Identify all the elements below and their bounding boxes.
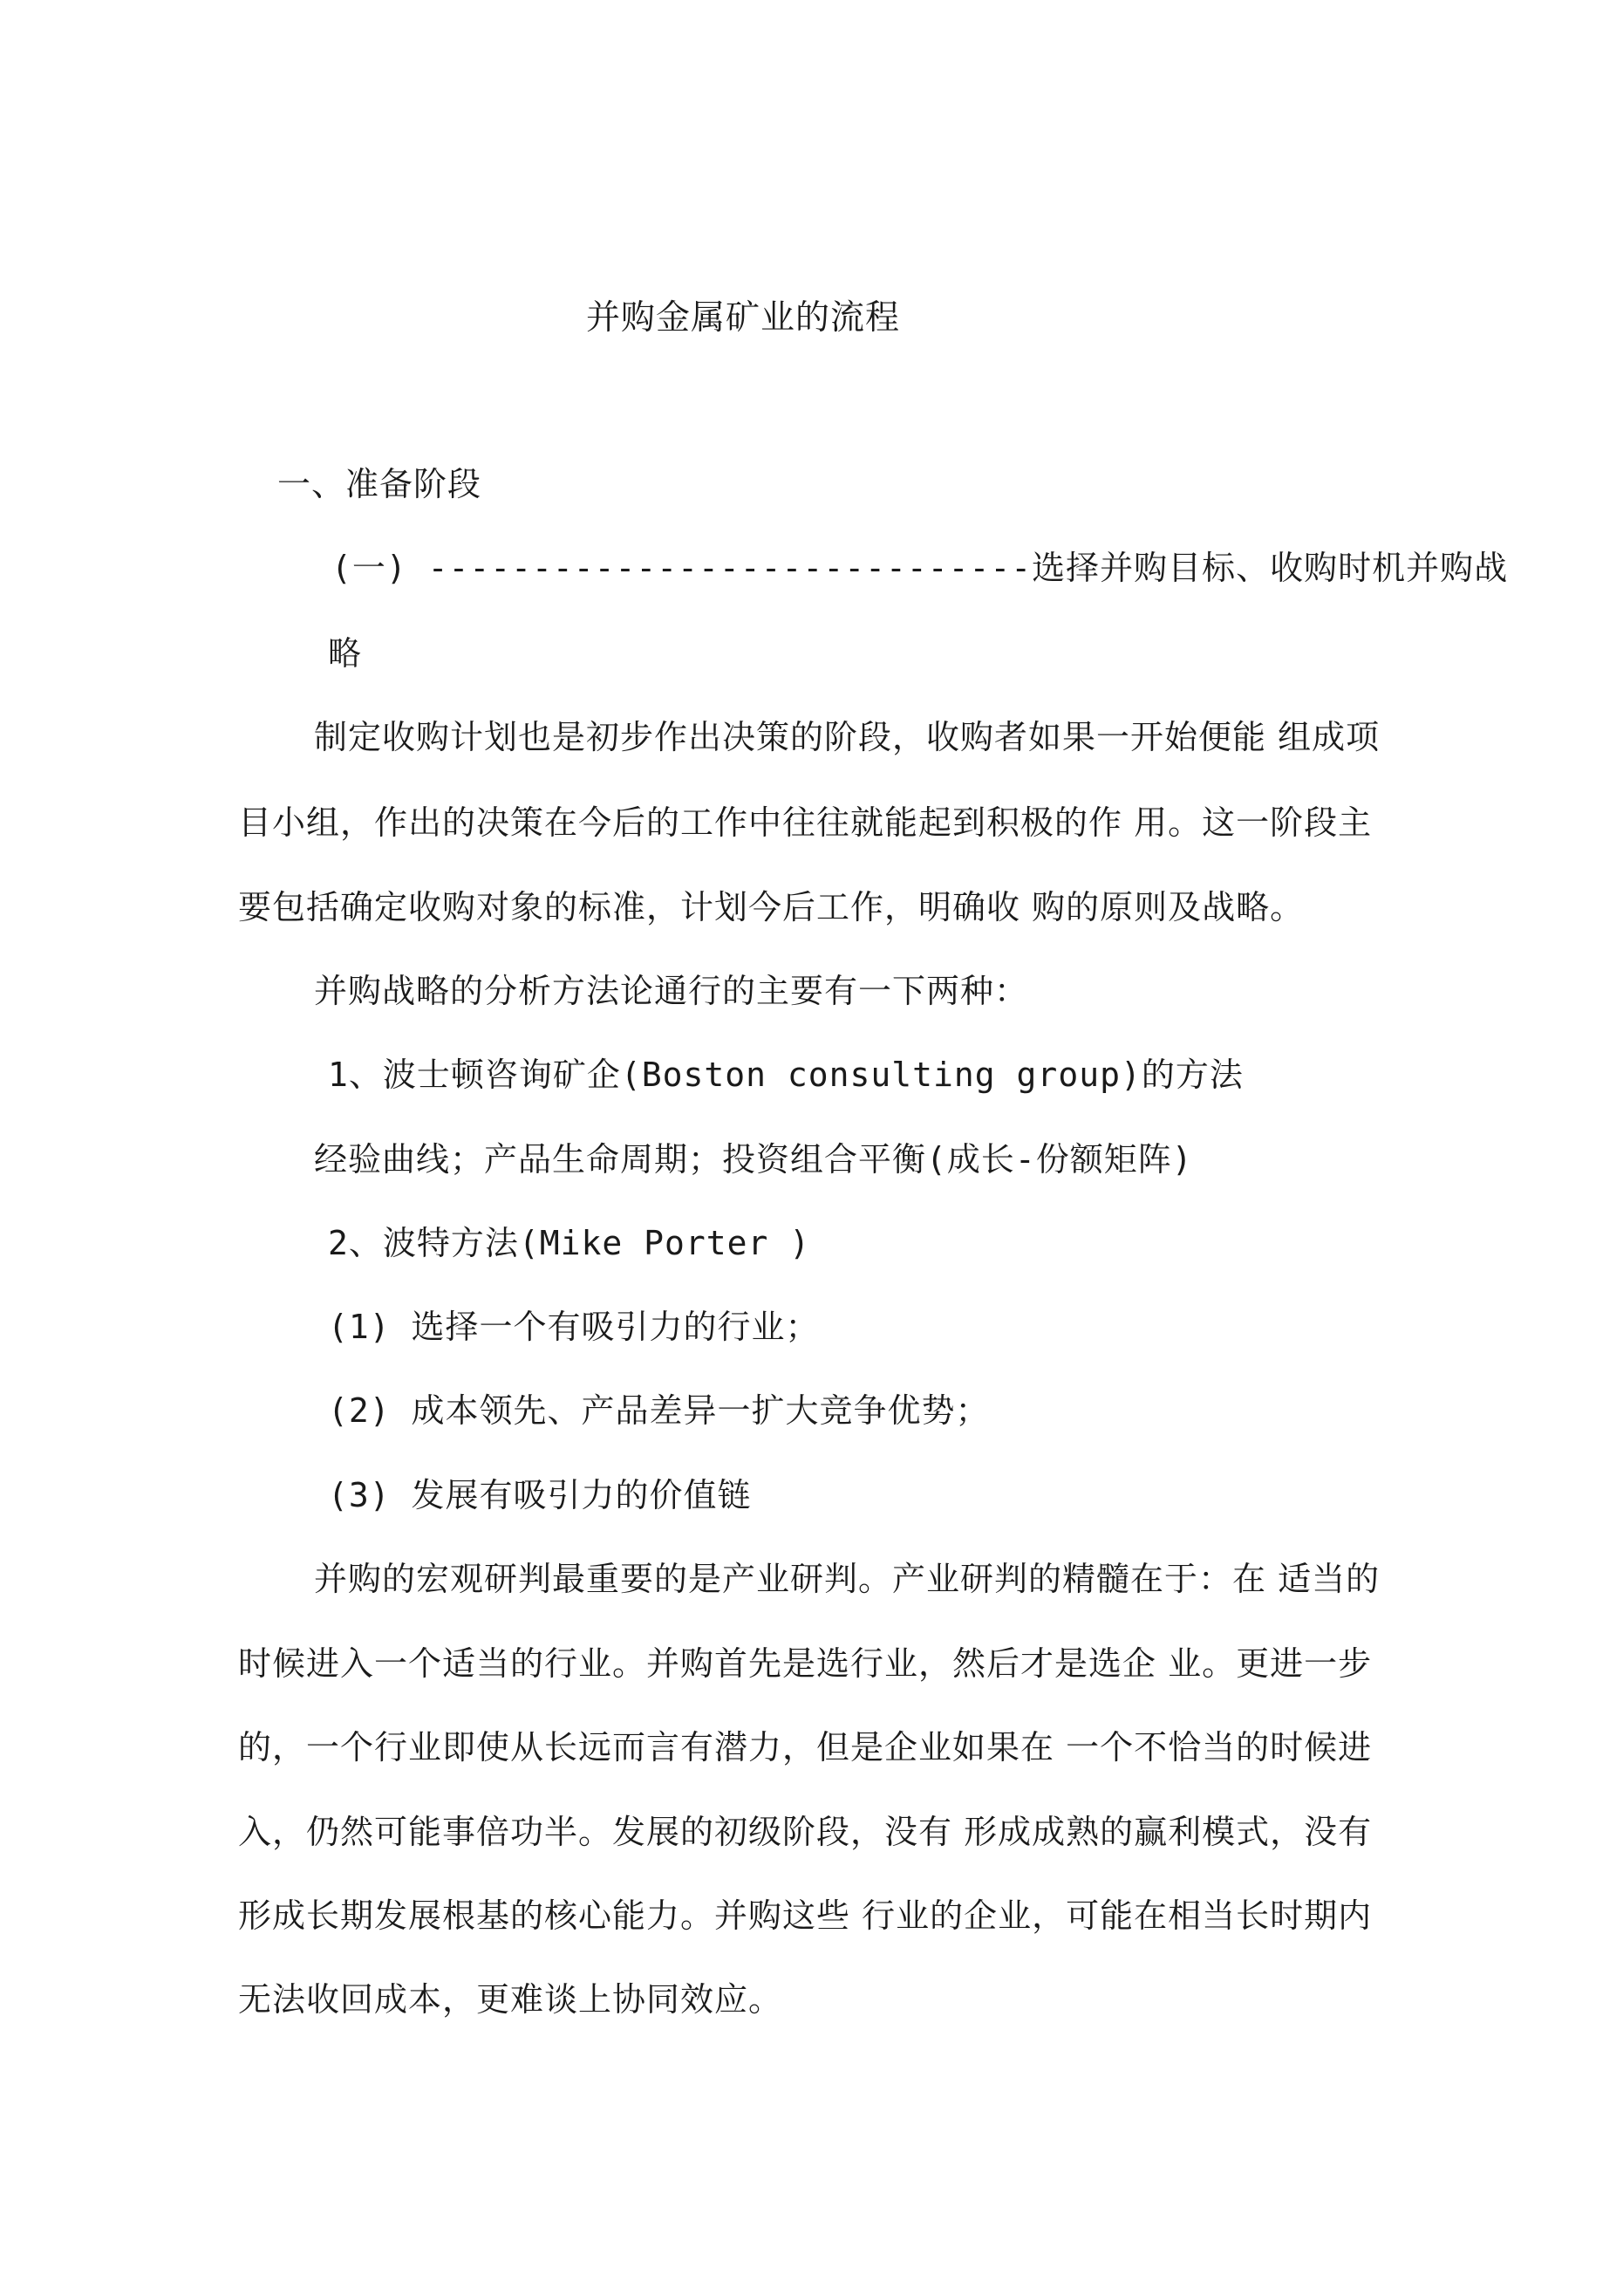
paragraph-line: 入，仍然可能事倍功半。发展的初级阶段，没有 形成成熟的赢利模式，没有 xyxy=(238,1813,1373,1851)
paragraph-line: 无法收回成本，更难谈上协同效应。 xyxy=(238,1980,783,2019)
method-item: 2、波特方法(Mike Porter ) xyxy=(328,1224,811,1262)
list-item: (3) 发展有吸引力的价值链 xyxy=(328,1476,752,1514)
document-title: 并购金属矿业的流程 xyxy=(586,298,901,338)
subsection-heading-line-2: 略 xyxy=(328,634,363,673)
list-item: (2) 成本领先、产品差异一扩大竞争优势； xyxy=(328,1391,990,1430)
paragraph-line: 时候进入一个适当的行业。并购首先是选行业，然后才是选企 业。更进一步 xyxy=(238,1644,1373,1683)
paragraph-line: 要包括确定收购对象的标准，计划今后工作，明确收 购的原则及战略。 xyxy=(238,888,1305,926)
paragraph-line: 目小组，作出的决策在今后的工作中往往就能起到积极的作 用。这一阶段主 xyxy=(238,803,1373,842)
paragraph-line: 并购战略的分析方法论通行的主要有一下两种： xyxy=(314,972,1029,1010)
paragraph-line: 的，一个行业即使从长远而言有潜力，但是企业如果在 一个不恰当的时候进 xyxy=(238,1728,1373,1766)
section-heading: 一、准备阶段 xyxy=(277,465,482,503)
paragraph-line: 制定收购计划也是初步作出决策的阶段，收购者如果一开始便能 组成项 xyxy=(314,718,1381,756)
subsection-heading-line-1: (一) -----------------------------选择并购目标、收购时机并购战 xyxy=(331,549,1509,587)
method-detail: 经验曲线；产品生命周期；投资组合平衡(成长-份额矩阵) xyxy=(314,1140,1193,1179)
list-item: (1) 选择一个有吸引力的行业； xyxy=(328,1308,820,1346)
method-item: 1、波士顿咨询矿企(Boston consulting group)的方法 xyxy=(328,1056,1244,1094)
paragraph-line: 并购的宏观研判最重要的是产业研判。产业研判的精髓在于：在 适当的 xyxy=(314,1560,1381,1598)
paragraph-line: 形成长期发展根基的核心能力。并购这些 行业的企业，可能在相当长时期内 xyxy=(238,1896,1373,1935)
